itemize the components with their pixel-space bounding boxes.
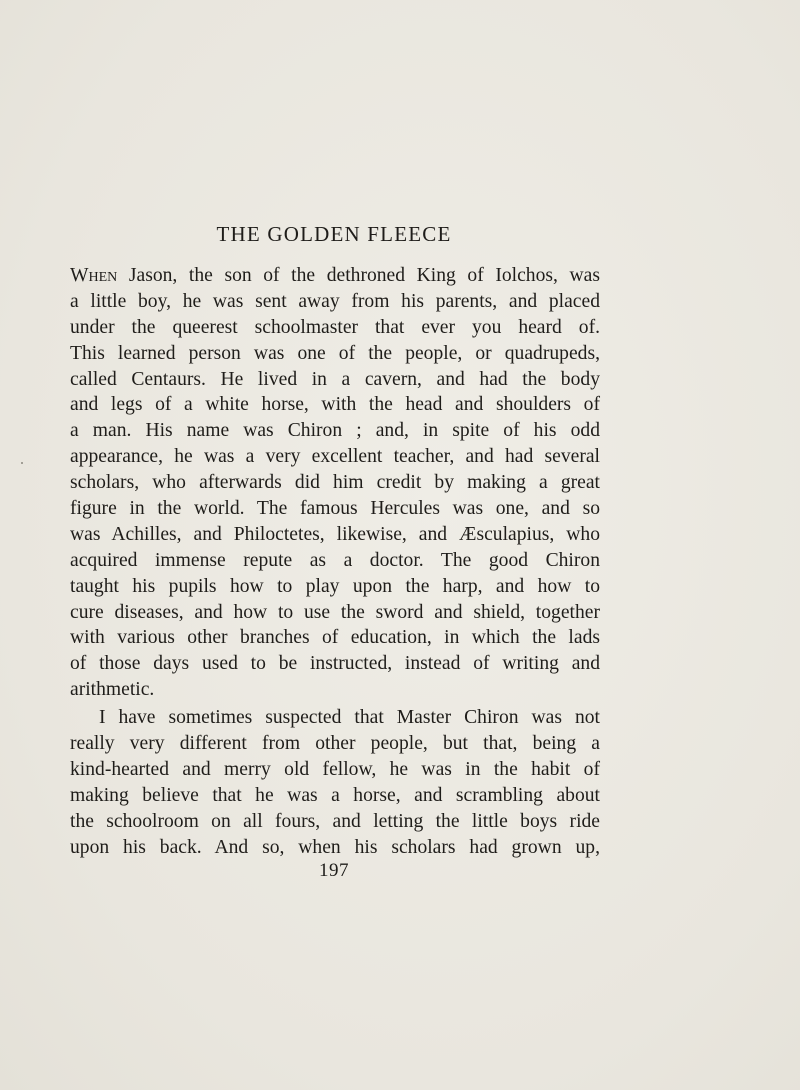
text-line: taught his pupils how to play upon the harp, and how to <box>70 575 600 597</box>
paragraph-1 <box>70 263 600 703</box>
text-line: and legs of a white horse, with the head and shoulders of <box>70 394 600 416</box>
text-line: the schoolroom on all fours, and letting the little boys ride <box>70 810 600 832</box>
text-line: arithmetic. <box>70 679 155 701</box>
body-text <box>70 263 600 860</box>
text-line: appearance, he was a very excellent teacher, and had several <box>70 446 600 468</box>
text-line: making believe that he was a horse, and scrambling about <box>70 784 600 806</box>
line-text: Jason, the son of the dethroned King of Iolchos, was <box>117 265 600 286</box>
text-line: I have sometimes suspected that Master Chiron was not <box>99 707 600 729</box>
text-line: a little boy, he was sent away from his parents, and placed <box>70 290 600 312</box>
text-line: of those days used to be instructed, instead of writing and <box>70 653 600 675</box>
text-line: acquired immense repute as a doctor. The good Chiron <box>70 549 600 571</box>
text-line: figure in the world. The famous Hercules was one, and so <box>70 498 600 520</box>
text-line: scholars, who afterwards did him credit by making a great <box>70 472 600 494</box>
text-line: cure diseases, and how to use the sword and shield, together <box>70 601 600 623</box>
text-line: was Achilles, and Philoctetes, likewise, and Æsculapius, who <box>70 523 600 545</box>
text-line <box>70 263 600 289</box>
text-line: with various other branches of education, in which the lads <box>70 627 600 649</box>
text-line: a man. His name was Chiron ; and, in spite of his odd <box>70 420 600 442</box>
text-line: called Centaurs. He lived in a cavern, and had the body <box>70 368 600 390</box>
page-number: 197 <box>319 860 349 881</box>
text-line: kind-hearted and merry old fellow, he was in the habit of <box>70 758 600 780</box>
text-line: upon his back. And so, when his scholars had grown up, <box>70 836 600 858</box>
paragraph-2 <box>70 705 600 860</box>
text-line: really very different from other people, but that, being a <box>70 733 600 755</box>
opening-word: When <box>70 265 118 286</box>
chapter-title: THE GOLDEN FLEECE <box>216 222 452 246</box>
text-line: This learned person was one of the people, or quadrupeds, <box>70 342 600 364</box>
paper-speck <box>21 462 23 464</box>
text-line: under the queerest schoolmaster that ever you heard of. <box>70 316 600 338</box>
